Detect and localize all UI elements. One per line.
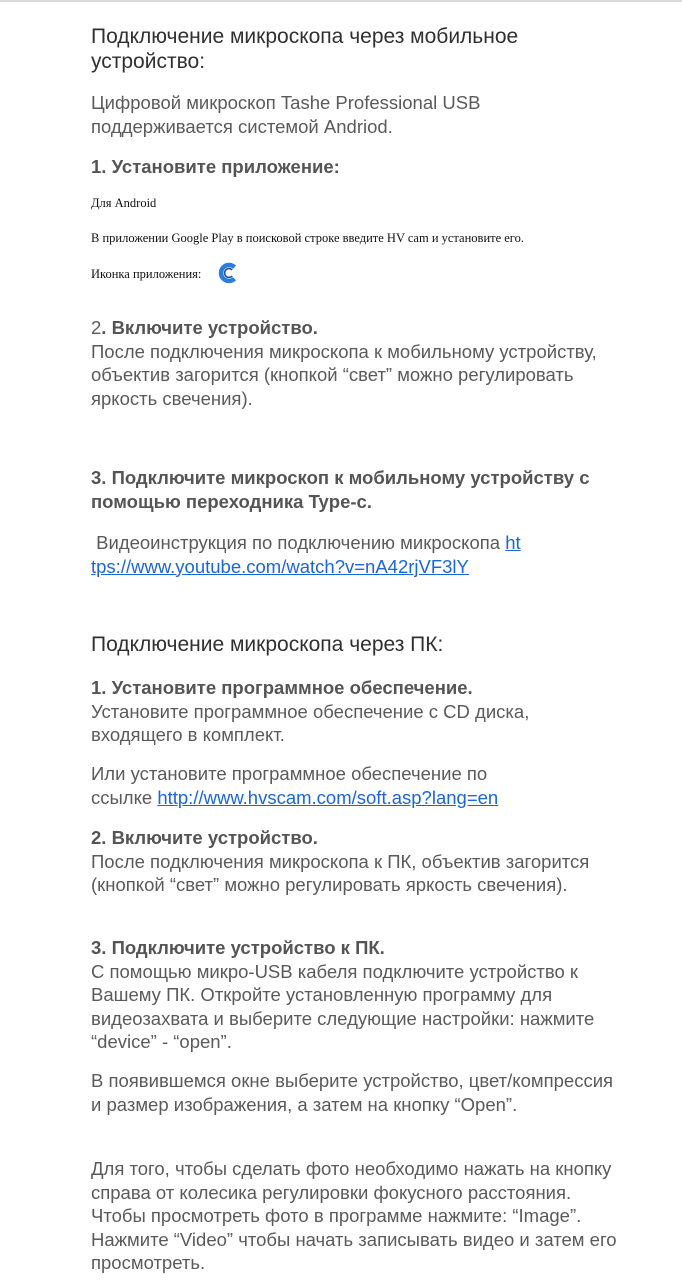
pc-step3-heading: 3. Подключите устройство к ПК. (91, 937, 385, 958)
video-instruction-text: Видеоинструкция по подключению микроскопа (91, 532, 506, 553)
mobile-step2-number: 2 (91, 317, 102, 338)
mobile-step2 (91, 316, 621, 410)
pc-step2-body: После подключения микроскопа к ПК, объектив загорится (кнопкой “свет” можно регулировать яркость свечения). (91, 850, 590, 895)
pc-section-title: Подключение микроскопа через ПК: (91, 633, 444, 656)
mobile-step1-icon-row (91, 262, 621, 285)
mobile-step1-instruction: В приложении Google Play в поисковой строке введите HV cam и установите его. (91, 231, 525, 245)
pc-step2-heading: 2. Включите устройство. (91, 827, 318, 848)
pc-software-link-text: Или установите программное обеспечение по ссылке (91, 763, 488, 808)
mobile-support-text: Цифровой микроскоп Tashe Professional USB поддерживается системой Andriod. (91, 92, 481, 137)
pc-step3 (91, 936, 621, 1054)
pc-photo-paragraph: Для того, чтобы сделать фото необходимо нажать на кнопку справа от колесика регулировки фокусного расстояния. Чтобы просмотреть фото в программе нажмите: “Image”. Нажмите “Video” чтобы начать записывать видео и затем его просмотреть. (91, 1158, 617, 1273)
mobile-step3-heading: 3. Подключите микроскоп к мобильному устройству с помощью переходника Type-c. (91, 467, 590, 512)
mobile-step1-platform: Для Android (91, 196, 157, 210)
pc-software-link-paragraph (91, 762, 551, 809)
app-icon-label: Иконка приложения: (91, 267, 202, 281)
mobile-step1-heading: 1. Установите приложение: (91, 156, 340, 177)
mobile-video-instruction (91, 531, 521, 578)
youtube-video-link[interactable]: https://www.youtube.com/watch?v=nA42rjVF3lY (91, 532, 521, 577)
mobile-step2-body: После подключения микроскопа к мобильному устройству, объектив загорится (кнопкой “свет” можно регулировать яркость свечения). (91, 340, 597, 409)
pc-step3-body: С помощью микро-USB кабеля подключите устройство к Вашему ПК. Откройте установленную программу для видеозахвата и выберите следующие настройки: нажмите “device” - “open”. (91, 960, 595, 1052)
pc-window-paragraph: В появившемся окне выберите устройство, цвет/компрессия и размер изображения, а затем на кнопку “Open”. (91, 1070, 614, 1115)
mobile-section-title: Подключение микроскопа через мобильное устройство: (91, 25, 519, 73)
top-divider (0, 0, 682, 2)
hv-cam-app-icon[interactable] (217, 262, 239, 284)
hvscam-software-link[interactable]: http://www.hvscam.com/soft.asp?lang=en (157, 786, 499, 808)
pc-step1-heading: 1. Установите программное обеспечение. (91, 677, 473, 698)
pc-step1-body: Установите программное обеспечение с CD диска, входящего в комплект. (91, 700, 530, 745)
mobile-step2-heading: . Включите устройство. (101, 317, 318, 338)
pc-step1 (91, 676, 621, 747)
pc-step2 (91, 826, 621, 897)
